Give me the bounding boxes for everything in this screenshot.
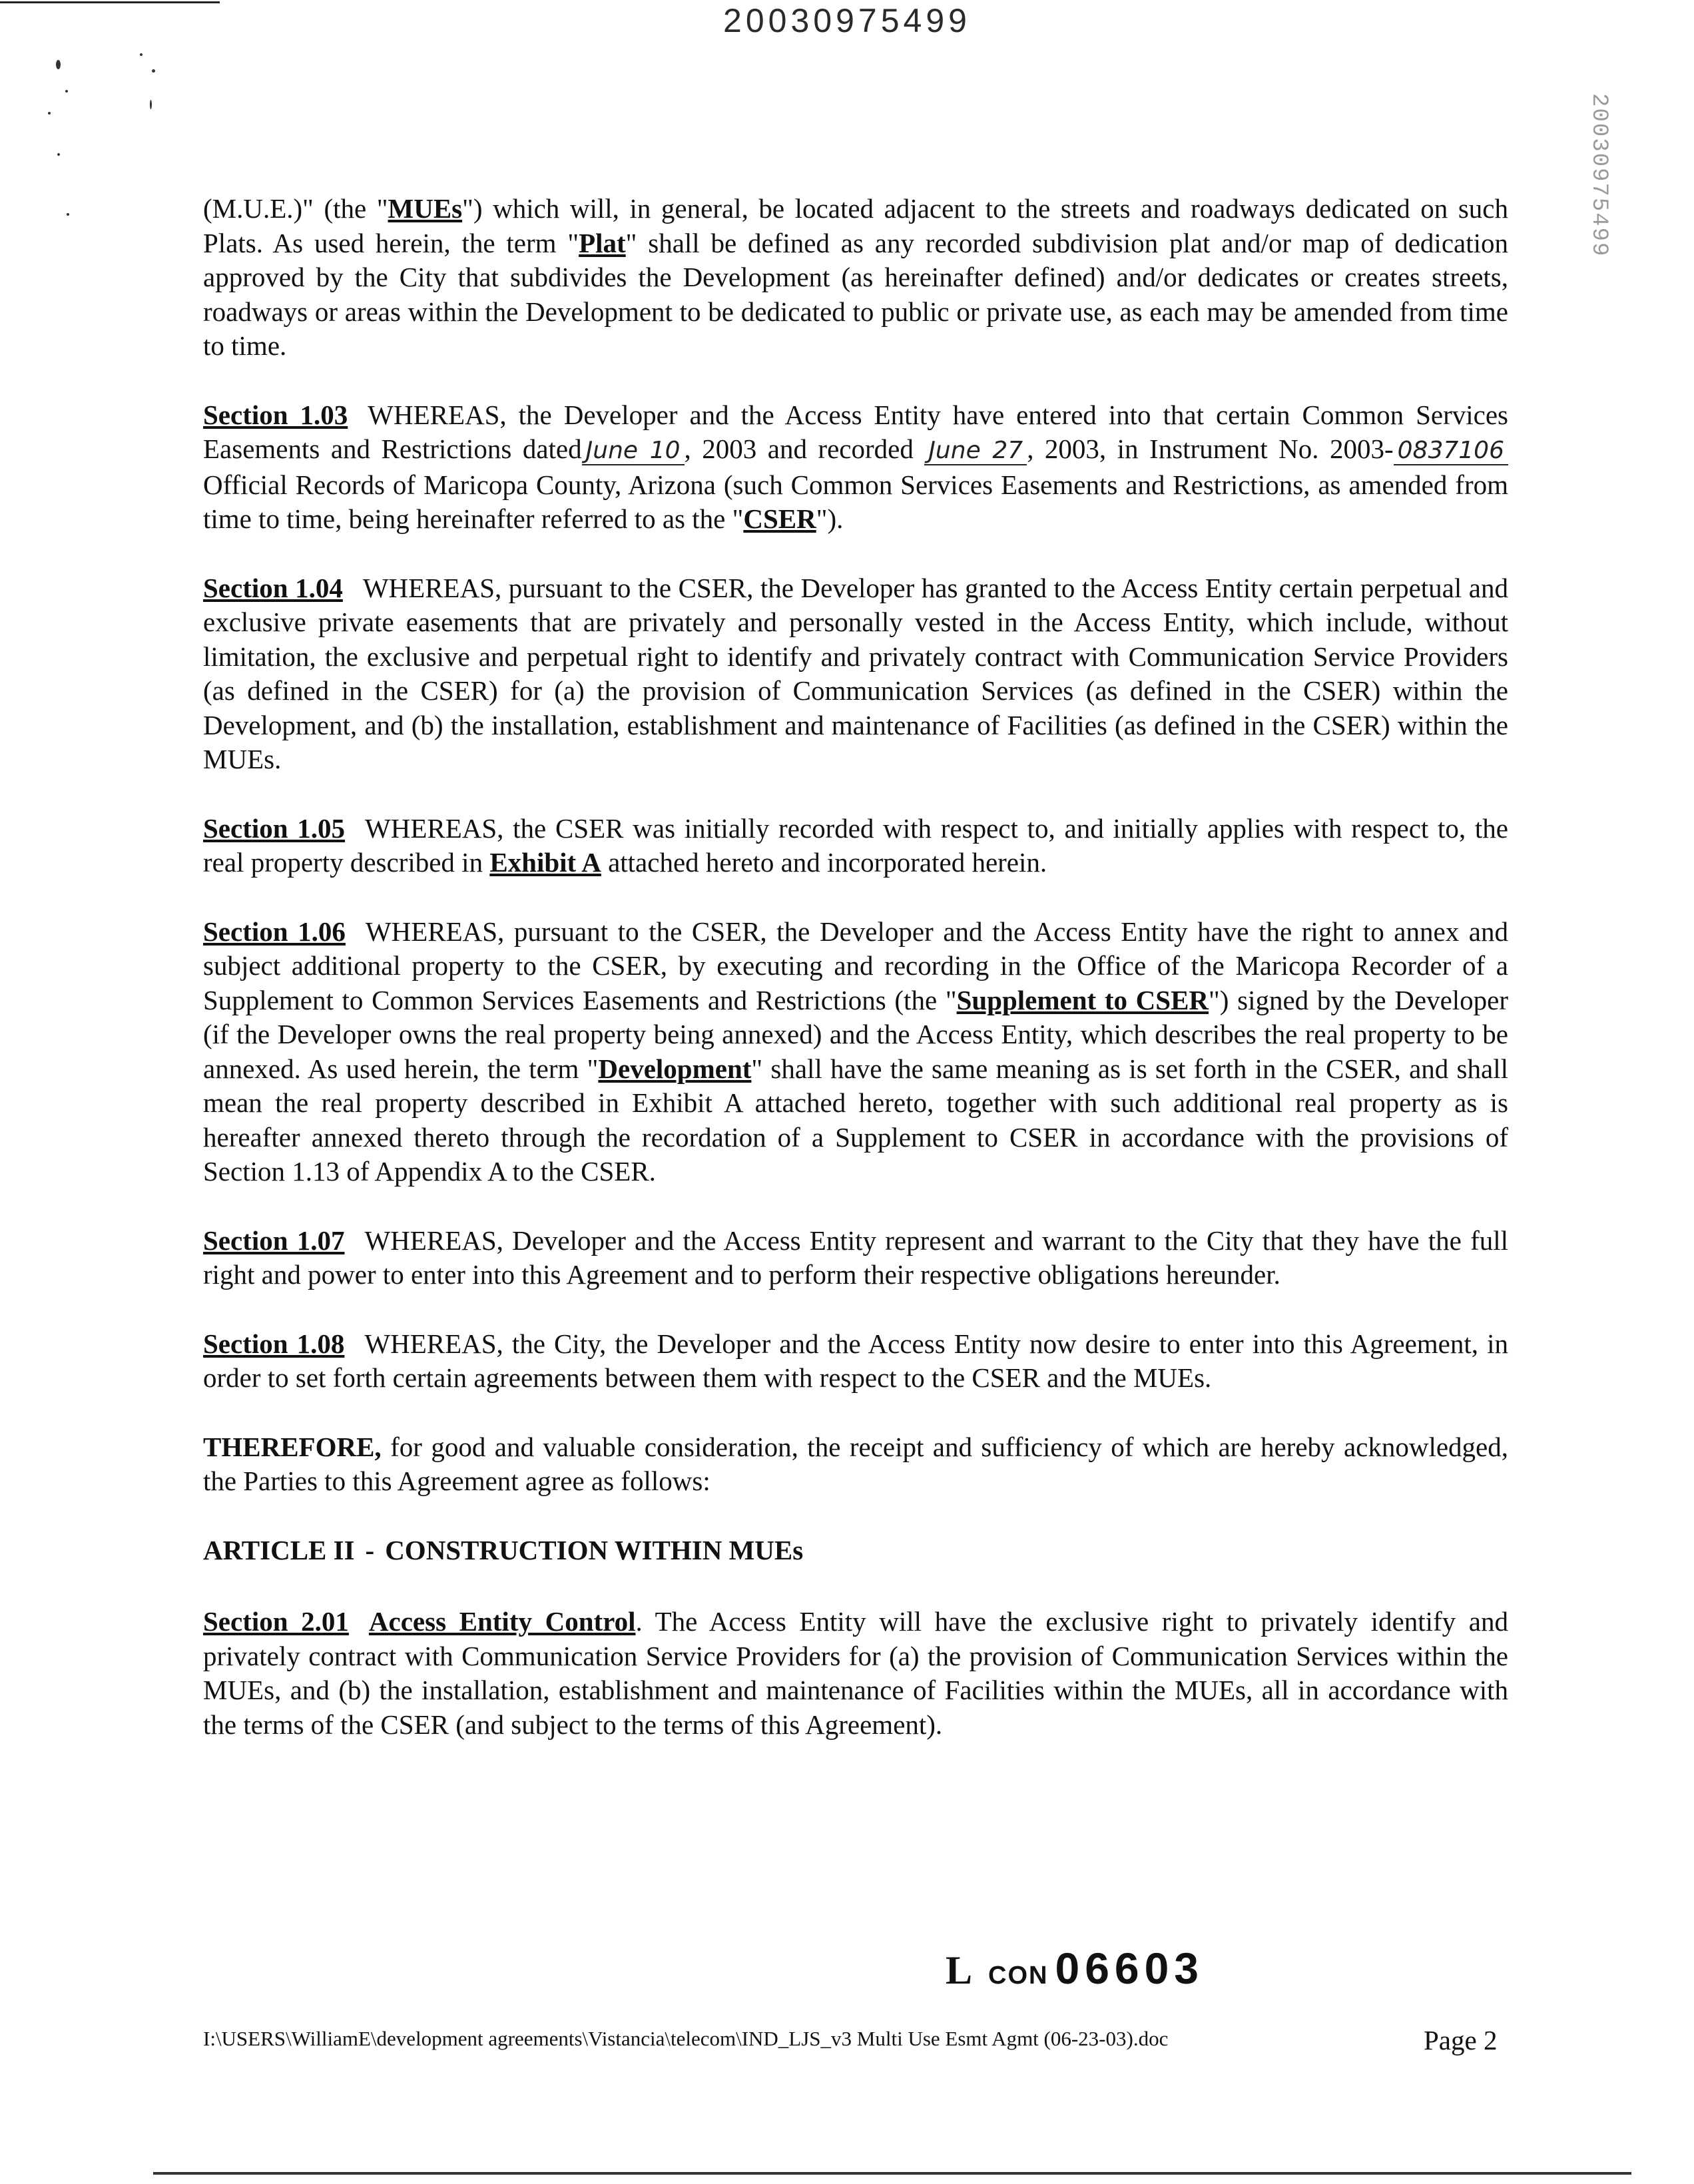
section-2-01: Section 2.01 Access Entity Control. The Access Entity will have the exclusive right to privately identify and privately contract with Communication Service Providers for (a) the provision of Communication Services within the MUEs, and (b) the installation, establishment and maintenance of Facilities within the MUEs, all in accordance with the terms of the CSER (and subject to the terms of this Agreement). [203,1606,1508,1740]
section-1-05: Section 1.05 WHEREAS, the CSER was initially recorded with respect to, and initially applies with respect to, the real property described in Exhibit A attached hereto and incorporated herein. [203,812,1508,878]
side-record-stamp: 20030975499 [1586,93,1611,258]
section-title: Access Entity Control [368,1606,636,1637]
section-label: Section 2.01 [203,1606,349,1637]
document-body [203,192,1508,1776]
term-mues: MUEs [388,193,463,224]
section-1-07: Section 1.07 WHEREAS, Developer and the Access Entity represent and warrant to the City that they have the full right and power to enter into this Agreement and to perform their respective obligations hereunder. [203,1225,1508,1290]
page-number: Page 2 [1424,2025,1498,2055]
section-label: Section 1.08 [203,1328,345,1359]
handwritten-date-recorded: June 27 [924,437,1027,465]
scan-specks [40,53,200,226]
handwritten-date-dated: June 10 [582,437,685,465]
footer-file-path: I:\USERS\WilliamE\development agreements\Vistancia\telecom\IND_LJS_v3 Multi Use Esmt Agmt (06-23-03).doc [203,2027,1169,2050]
section-1-03: Section 1.03 WHEREAS, the Developer and the Access Entity have entered into that certain Common Services Easements and Restrictions dated June 10 , 2003 and recorded June 27 , 2003, in Instrument No. 2003- 0837106 Official Records of Maricopa County, Arizona (such Common Services Easements and Restrictions, as amended from time to time, being hereinafter referred to as the "CSER"). [203,399,1508,534]
paragraph-plat-definition: (M.U.E.)" (the "MUEs") which will, in general, be located adjacent to the streets and roadways dedicated on such Plats. As used herein, the term "Plat" shall be defined as any recorded subdivision plat and/or map of dedication approved by the City that subdivides the Development (as hereinafter defined) and/or dedicates or creates streets, roadways or areas within the Development to be dedicated to public or private use, as each may be amended from time to time. [203,193,1508,361]
bottom-rule [153,2172,1631,2175]
therefore-clause: THEREFORE, for good and valuable consideration, the receipt and sufficiency of which are hereby acknowledged, the Parties to this Agreement agree as follows: [203,1431,1508,1496]
section-label: Section 1.05 [203,812,346,844]
section-label: Section 1.07 [203,1225,345,1256]
term-exhibit-a: Exhibit A [489,847,601,878]
therefore-label: THEREFORE, [203,1431,382,1462]
section-1-04: Section 1.04 WHEREAS, pursuant to the CSER, the Developer has granted to the Access Entity certain perpetual and exclusive private easements that are privately and personally vested in the Access Entity, which include, without limitation, the exclusive and perpetual right to identify and privately contract with Communication Service Providers (as defined in the CSER) for (a) the provision of Communication Services (as defined in the CSER) within the Development, and (b) the installation, establishment and maintenance of Facilities (as defined in the CSER) within the MUEs. [203,572,1509,774]
handwritten-instrument-number: 0837106 [1394,437,1508,465]
section-label: Section 1.06 [203,916,346,947]
term-plat: Plat [579,227,626,258]
term-supplement-to-cser: Supplement to CSER [956,984,1209,1015]
record-number: 20030975499 [723,2,971,39]
document-stamp: LCON 06603 [946,1944,1205,1993]
term-cser: CSER [743,503,816,534]
article-heading: ARTICLE II - CONSTRUCTION WITHIN MUEs [203,1534,804,1565]
section-label: Section 1.03 [203,399,348,430]
section-label: Section 1.04 [203,572,343,603]
section-1-06: Section 1.06 WHEREAS, pursuant to the CSER, the Developer and the Access Entity have the right to annex and subject additional property to the CSER, by executing and recording in the Office of the Maricopa Recorder of a Supplement to Common Services Easements and Restrictions (the "Supplement to CSER") signed by the Developer (if the Developer owns the real property being annexed) and the Access Entity, which describes the real property to be annexed. As used herein, the term "Development" shall have the same meaning as is set forth in the CSER, and shall mean the real property described in Exhibit A attached hereto, together with such additional real property as is hereafter annexed thereto through the recordation of a Supplement to CSER in accordance with the provisions of Section 1.13 of Appendix A to the CSER. [203,916,1509,1187]
term-development: Development [598,1053,752,1084]
section-1-08: Section 1.08 WHEREAS, the City, the Developer and the Access Entity now desire to enter into this Agreement, in order to set forth certain agreements between them with respect to the CSER and the MUEs. [203,1328,1509,1393]
